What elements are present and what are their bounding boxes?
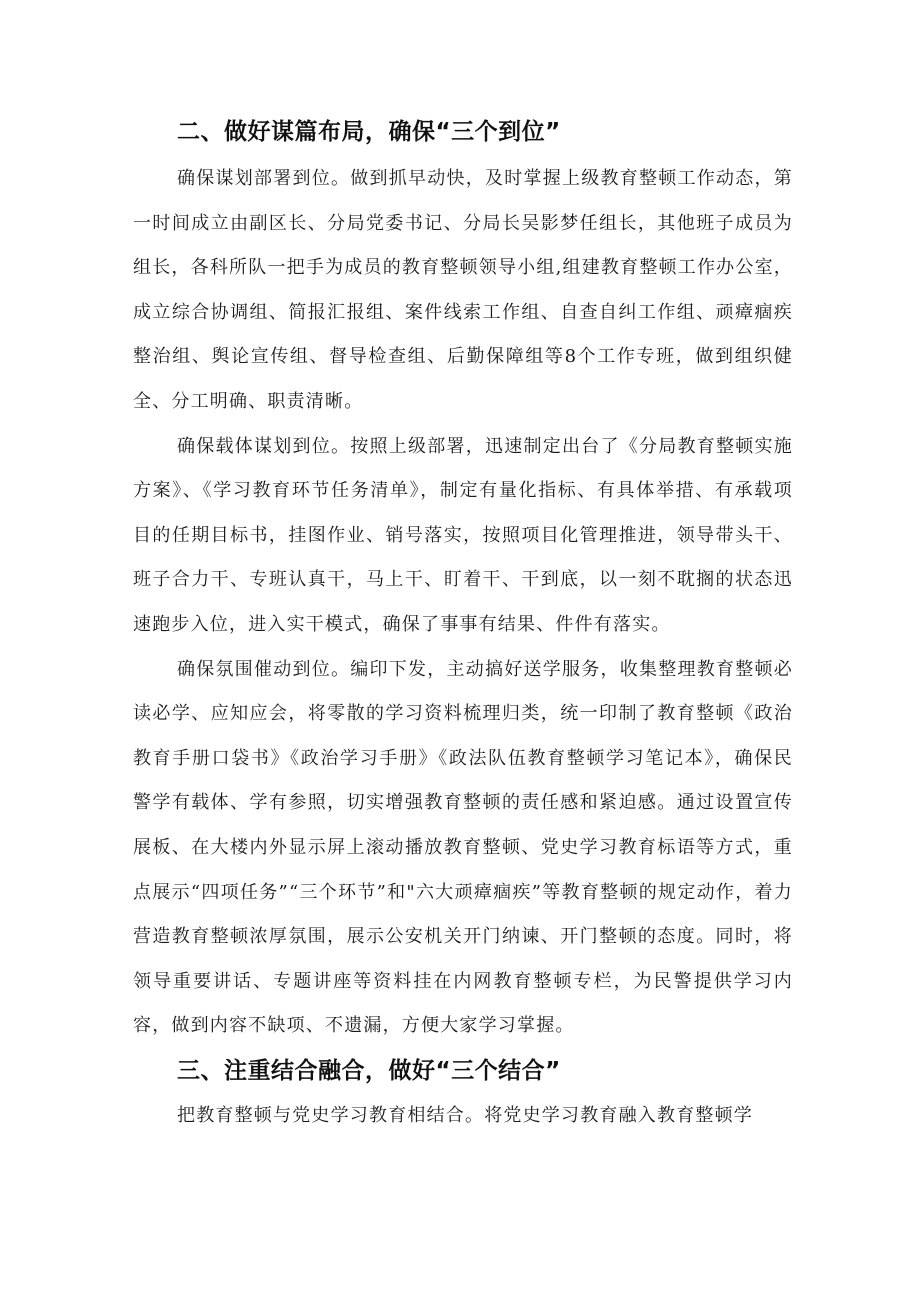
paragraph-carrier-planning: 确保载体谋划到位。按照上级部署，迅速制定出台了《分局教育整顿实施方案》、《学习教育环节任务清单》，制定有量化指标、有具体举措、有承载项目的任期目标书，挂图作业、销号落实，按照项目化管理推进，领导带头干、班子合力干、专班认真干，马上干、盯着干、干到底，以一刻不耽搁的状态迅速跑步入位，进入实干模式，确保了事事有结果、件件有落实。 <box>133 435 793 635</box>
paragraph-planning-deployment: 确保谋划部署到位。做到抓早动快，及时掌握上级教育整顿工作动态，第一时间成立由副区长、分局党委书记、分局长吴影梦任组长，其他班子成员为组长，各科所队一把手为成员的教育整顿领导小组,组建教育整顿工作办公室，成立综合协调组、简报汇报组、案件线索工作组、自查自纠工作组、顽瘴痼疾整治组、舆论宣传组、督导检查组、后勤保障组等8个工作专班，做到组织健全、分工明确、职责清晰。 <box>133 168 793 412</box>
document-body <box>133 112 793 1138</box>
section-heading-3: 三、注重结合融合，做好“三个结合” <box>177 1057 561 1084</box>
paragraph-party-history: 把教育整顿与党史学习教育相结合。将党史学习教育融入教育整顿学 <box>177 1104 753 1126</box>
paragraph-atmosphere: 确保氛围催动到位。编印下发，主动搞好送学服务，收集整理教育整顿必读必学、应知应会，将零散的学习资料梳理归类，统一印制了教育整顿《政治教育手册口袋书》《政治学习手册》《政法队伍教育整顿学习笔记本》，确保民警学有载体、学有参照，切实增强教育整顿的责任感和紧迫感。通过设置宣传展板、在大楼内外显示屏上滚动播放教育整顿、党史学习教育标语等方式，重点展示“四项任务”“三个环节”和"六大顽瘴痼疾”等教育整顿的规定动作，着力营造教育整顿浓厚氛围，展示公安机关开门纳谏、开门整顿的态度。同时，将领导重要讲话、专题讲座等资料挂在内网教育整顿专栏，为民警提供学习内容，做到内容不缺项、不遗漏，方便大家学习掌握。 <box>133 658 793 1037</box>
section-heading-2: 二、做好谋篇布局，确保“三个到位” <box>177 119 561 145</box>
